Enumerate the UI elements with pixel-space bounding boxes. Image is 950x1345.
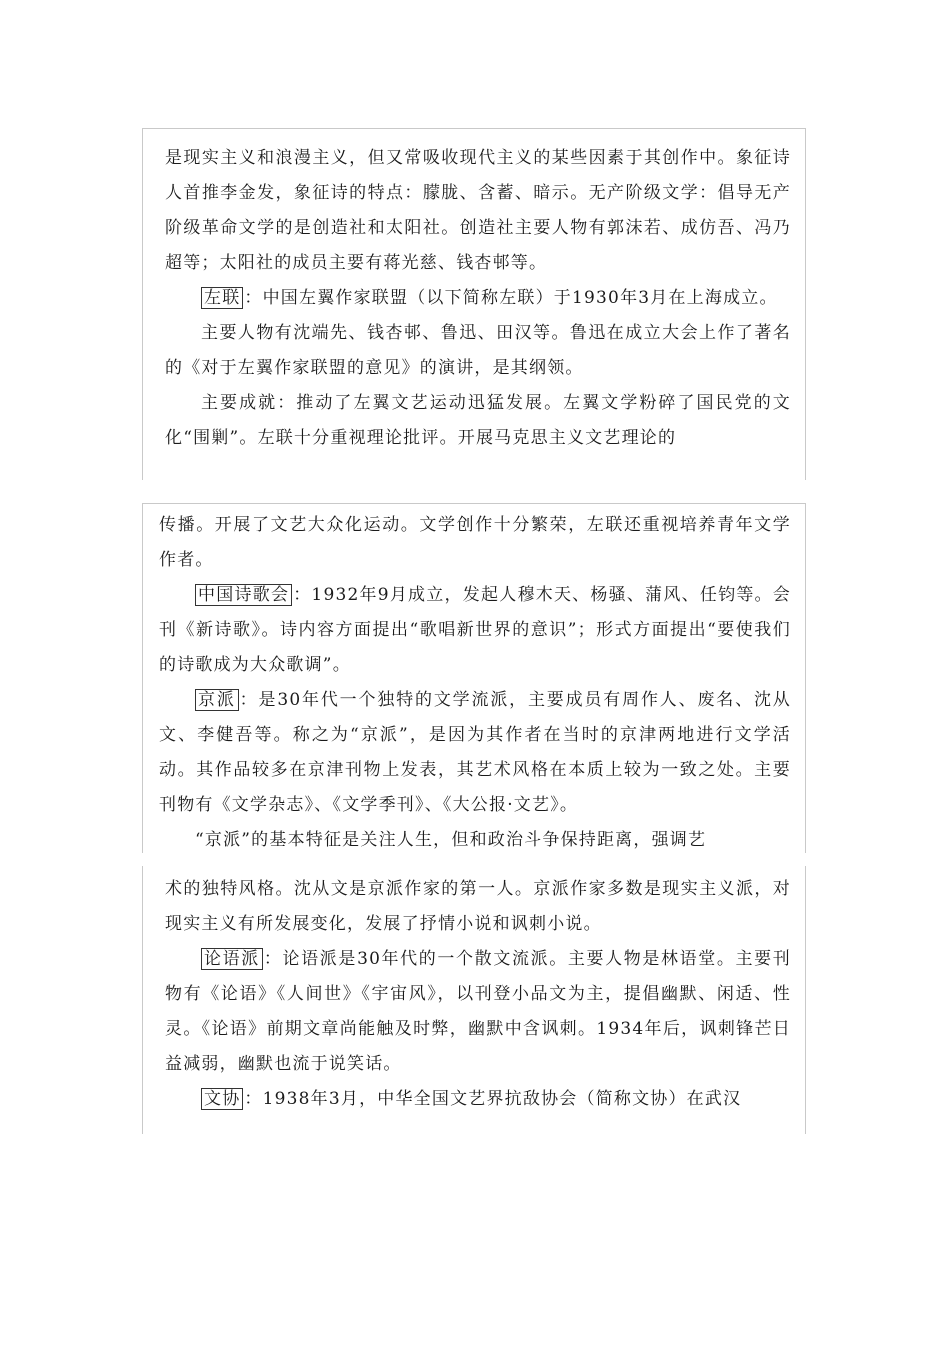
paragraph (159, 508, 791, 578)
paragraph (165, 872, 791, 942)
paragraph (165, 281, 791, 316)
paragraph (165, 942, 791, 1082)
paragraph-text: ：是30年代一个独特的文学流派，主要成员有周作人、废名、沈从文、李健吾等。称之为“京派”，是因为其作者在当时的京津两地进行文学活动。其作品较多在京津刊物上发表，其艺术风格在本质上较为一致之处。主要刊物有《文学杂志》、《文学季刊》、《大公报·文艺》。 (159, 690, 791, 815)
paragraph-text: “京派”的基本特征是关注人生，但和政治斗争保持距离，强调艺 (195, 830, 707, 850)
paragraph (159, 823, 791, 853)
paragraph (159, 683, 791, 823)
paragraph (159, 578, 791, 683)
page-fragment-3 (142, 866, 806, 1134)
paragraph (165, 316, 791, 386)
paragraph (165, 1082, 791, 1117)
term-label-lunyupai: 论语派 (201, 948, 263, 970)
term-label-china-poetry-society: 中国诗歌会 (195, 584, 292, 606)
paragraph-text: ：1938年3月，中华全国文艺界抗敌协会（简称文协）在武汉 (244, 1089, 742, 1109)
term-label-jingpai: 京派 (195, 689, 239, 711)
page-fragment-1 (142, 128, 806, 480)
paragraph-text: 是现实主义和浪漫主义，但又常吸收现代主义的某些因素于其创作中。象征诗人首推李金发，象征诗的特点：朦胧、含蓄、暗示。无产阶级文学：倡导无产阶级革命文学的是创造社和太阳社。创造社主要人物有郭沫若、成仿吾、冯乃超等；太阳社的成员主要有蒋光慈、钱杏邨等。 (165, 148, 791, 273)
paragraph-text: 主要人物有沈端先、钱杏邨、鲁迅、田汉等。鲁迅在成立大会上作了著名的《对于左翼作家联盟的意见》的演讲，是其纲领。 (165, 323, 791, 378)
paragraph-text: 术的独特风格。沈从文是京派作家的第一人。京派作家多数是现实主义派，对现实主义有所发展变化，发展了抒情小说和讽刺小说。 (165, 879, 791, 934)
term-label-zuolian: 左联 (201, 287, 243, 309)
paragraph-text: 传播。开展了文艺大众化运动。文学创作十分繁荣，左联还重视培养青年文学作者。 (159, 515, 791, 570)
page-fragment-2 (142, 503, 806, 853)
paragraph (165, 141, 791, 281)
paragraph-text: 主要成就：推动了左翼文艺运动迅猛发展。左翼文学粉碎了国民党的文化“围剿”。左联十分重视理论批评。开展马克思主义文艺理论的 (165, 393, 791, 448)
paragraph-text: ：1932年9月成立，发起人穆木天、杨骚、蒲风、任钧等。会刊《新诗歌》。诗内容方面提出“歌唱新世界的意识”；形式方面提出“要使我们的诗歌成为大众歌调”。 (159, 585, 791, 675)
paragraph-text: ：中国左翼作家联盟（以下简称左联）于1930年3月在上海成立。 (244, 288, 778, 308)
paragraph (165, 386, 791, 456)
term-label-wenxie: 文协 (201, 1088, 243, 1110)
paragraph-text: ：论语派是30年代的一个散文流派。主要人物是林语堂。主要刊物有《论语》《人间世》《宇宙风》，以刊登小品文为主，提倡幽默、闲适、性灵。《论语》前期文章尚能触及时弊，幽默中含讽刺。1934年后，讽刺锋芒日益减弱，幽默也流于说笑话。 (165, 949, 791, 1074)
